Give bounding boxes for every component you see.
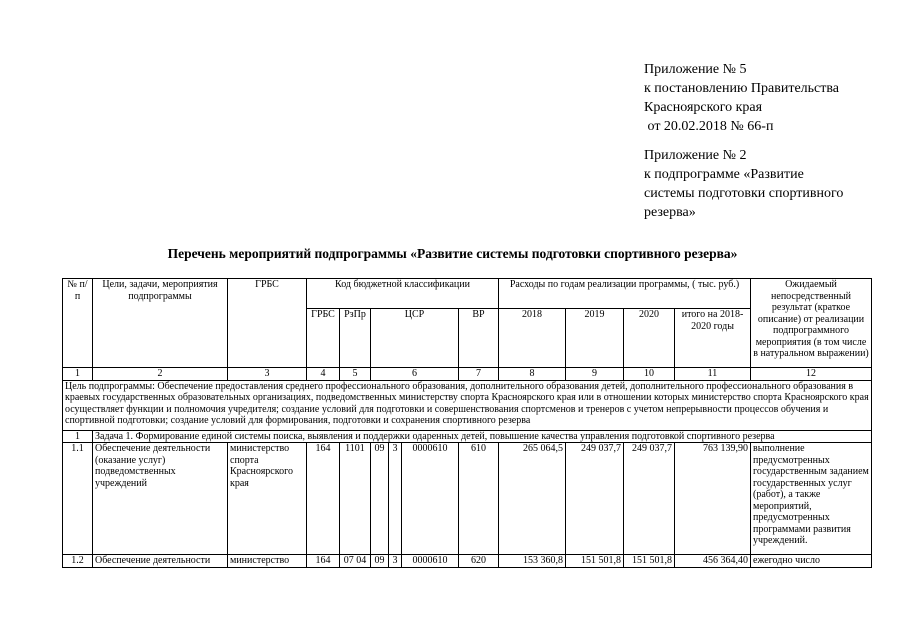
row-vr: 620 — [459, 555, 499, 568]
appendix-5-line: Приложение № 5 — [644, 62, 747, 77]
row-grbs-name: министерство спорта Красноярского края — [228, 443, 307, 555]
task-text: Задача 1. Формирование единой системы поиска, выявления и поддержки одаренных детей, повышение качества управления подготовкой спортивного резерва — [93, 430, 872, 443]
subheader-2019: 2019 — [566, 309, 624, 368]
column-number: 1 — [63, 368, 93, 381]
row-vr: 610 — [459, 443, 499, 555]
row-csr-b: 3 — [389, 443, 402, 555]
row-total: 456 364,40 — [675, 555, 751, 568]
header-expenses: Расходы по годам реализации программы, ( тыс. руб.) — [499, 279, 751, 309]
column-number: 7 — [459, 368, 499, 381]
row-total: 763 139,90 — [675, 443, 751, 555]
row-csr-a: 09 — [371, 443, 389, 555]
appendix-5-line: Красноярского края — [644, 100, 763, 115]
subheader-2020: 2020 — [624, 309, 675, 368]
appendix-2-line: Приложение № 2 — [644, 148, 747, 163]
row-2018: 265 064,5 — [499, 443, 566, 555]
row-name: Обеспечение деятельности — [93, 555, 228, 568]
column-number: 2 — [93, 368, 228, 381]
subheader-vr: ВР — [459, 309, 499, 368]
row-result: выполнение предусмотренных государственным заданием государственных услуг (работ), а также мероприятий, предусмотренных программами развития учреждений. — [751, 443, 872, 555]
appendix-2-line: системы подготовки спортивного — [644, 186, 844, 201]
goal-text: Цель подпрограммы: Обеспечение предоставления среднего профессионального образования, дополнительного образования детей, дополнительного профессионального образования в краевых государственных образовательных организациях, подведомственных министерству спорта Красноярского края или в отношении которых министерство спорта Красноярского края осуществляет функции и полномочия учредителя; создание условий для подготовки и совершенствования спортсменов и тренеров с учетом непрерывности процессов обучения и спортивной подготовки; создание условий для формирования, подготовки и сохранения спортивного резерва — [63, 380, 872, 430]
header-budget-code: Код бюджетной классификации — [307, 279, 499, 309]
column-number: 9 — [566, 368, 624, 381]
column-number: 12 — [751, 368, 872, 381]
column-number: 6 — [371, 368, 459, 381]
row-result: ежегодно число — [751, 555, 872, 568]
row-grbs: 164 — [307, 443, 340, 555]
row-grbs-name: министерство — [228, 555, 307, 568]
row-2018: 153 360,8 — [499, 555, 566, 568]
row-csr-c: 0000610 — [402, 555, 459, 568]
appendix-5-line: к постановлению Правительства — [644, 81, 840, 96]
table-row — [63, 443, 872, 555]
column-number: 10 — [624, 368, 675, 381]
subheader-total: итого на 2018-2020 годы — [675, 309, 751, 368]
appendix-5-line: от 20.02.2018 № 66-п — [644, 119, 774, 134]
appendix-2-header — [644, 146, 894, 222]
subheader-grbs: ГРБС — [307, 309, 340, 368]
subheader-rzpr: РзПр — [340, 309, 371, 368]
table-row — [63, 555, 872, 568]
row-csr-b: 3 — [389, 555, 402, 568]
activities-table — [62, 278, 872, 568]
row-2020: 249 037,7 — [624, 443, 675, 555]
goal-row — [63, 380, 872, 430]
appendix-2-line: к подпрограмме «Развитие — [644, 167, 804, 182]
header-grbs: ГРБС — [228, 279, 307, 368]
column-number: 3 — [228, 368, 307, 381]
row-2019: 151 501,8 — [566, 555, 624, 568]
header-row — [63, 279, 872, 309]
column-number: 11 — [675, 368, 751, 381]
row-2019: 249 037,7 — [566, 443, 624, 555]
header-num: № п/п — [63, 279, 93, 368]
document-title: Перечень мероприятий подпрограммы «Развитие системы подготовки спортивного резерва» — [167, 246, 738, 261]
row-csr-c: 0000610 — [402, 443, 459, 555]
column-number-row — [63, 368, 872, 381]
row-rzpr: 07 04 — [340, 555, 371, 568]
appendix-5-header — [644, 60, 894, 136]
column-number: 8 — [499, 368, 566, 381]
subheader-csr: ЦСР — [371, 309, 459, 368]
row-name: Обеспечение деятельности (оказание услуг) подведомственных учреждений — [93, 443, 228, 555]
task-num: 1 — [63, 430, 93, 443]
header-goals: Цели, задачи, мероприятия подпрограммы — [93, 279, 228, 368]
row-rzpr: 1101 — [340, 443, 371, 555]
header-result: Ожидаемый непосредственный результат (краткое описание) от реализации подпрограммного мероприятия (в том числе в натуральном выражении) — [751, 279, 872, 368]
subheader-2018: 2018 — [499, 309, 566, 368]
task-row — [63, 430, 872, 443]
row-2020: 151 501,8 — [624, 555, 675, 568]
row-num: 1.2 — [63, 555, 93, 568]
row-grbs: 164 — [307, 555, 340, 568]
row-num: 1.1 — [63, 443, 93, 555]
row-csr-a: 09 — [371, 555, 389, 568]
column-number: 4 — [307, 368, 340, 381]
appendix-2-line: резерва» — [644, 205, 696, 220]
column-number: 5 — [340, 368, 371, 381]
